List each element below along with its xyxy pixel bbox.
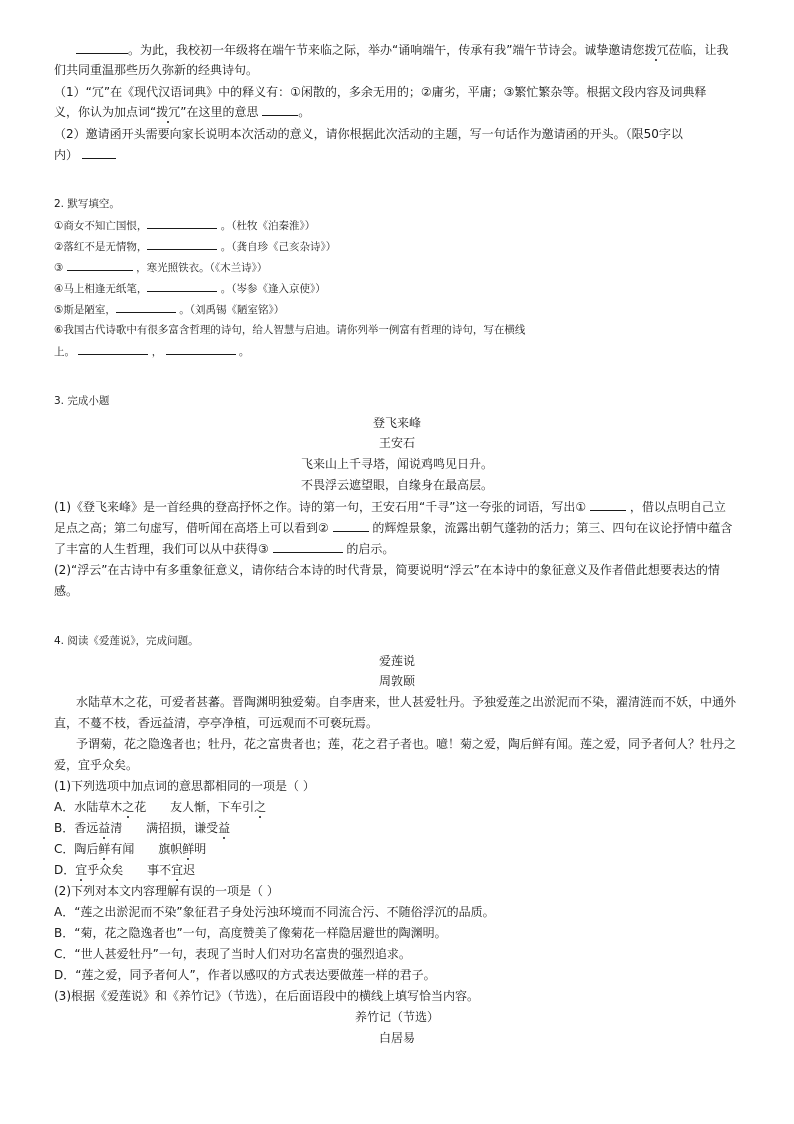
q4-sub1-option-a[interactable]: A．水陆草木之花 友人惭，下车引之	[54, 800, 267, 814]
dotted-word: 拨冗	[644, 43, 669, 57]
q2-item-4: ④马上相逢无纸笔， 。（岑参《逢入京使》）	[54, 279, 326, 298]
answer-blank[interactable]	[262, 103, 298, 116]
q1-sub1-line-1: （1）“冗”在《现代汉语词典》中的释义有：①闲散的，多余无用的；②庸劣，平庸；③繁忙繁杂等。根据文段内容及词典释	[54, 85, 707, 99]
sub-essay-author: 白居易	[378, 1031, 415, 1045]
q1-sub2-line-1: （2）邀请函开头需要向家长说明本次活动的意义，请你根据此次活动的主题，写一句话作为邀请函的开头。（限50字以	[54, 127, 683, 141]
q4-sub1-option-c[interactable]: C．陶后鲜有闻 旗帜鲜明	[54, 842, 207, 856]
q2-item-1: ①商女不知亡国恨， 。（杜牧《泊秦淮》）	[54, 216, 315, 235]
q4-sub2-option-c[interactable]: C．“世人甚爱牡丹”一句，表现了当时人们对功名富贵的强烈追求。	[54, 947, 411, 961]
essay-para-2-line-1: 予谓菊，花之隐逸者也；牡丹，花之富贵者也；莲，花之君子者也。噫！菊之爱，陶后鲜有闻。莲之爱，同予者何人？牡丹之	[76, 737, 737, 751]
answer-blank[interactable]	[333, 519, 369, 532]
dotted-word: 之	[254, 800, 267, 814]
q4-sub2-option-a[interactable]: A．“莲之出淤泥而不染”象征君子身处污浊环境而不同流合污、不随俗浮沉的品质。	[54, 905, 495, 919]
q3-p1-line-2: 足点之高；第二句虚写，借听闻在高塔上可以看到② 的辉煌景象，流露出朝气蓬勃的活力；第三、四句在议论抒情中蕴含	[54, 521, 733, 535]
q2-item-6: ⑥我国古代诗歌中有很多富含哲理的诗句，给人智慧与启迪。请你列举一例富有哲理的诗句，写在横线	[54, 324, 526, 336]
answer-blank[interactable]	[116, 300, 176, 313]
q4-sub2-option-d[interactable]: D．“莲之爱，同予者何人”，作者以感叹的方式表达要做莲一样的君子。	[54, 968, 436, 982]
q4-title: 4. 阅读《爱莲说》，完成问题。	[54, 635, 199, 647]
intro-line-1: 。为此，我校初一年级将在端午节来临之际，举办“诵响端午，传承有我”端午节诗会。诚挚邀请您拨冗莅临，让我	[76, 41, 728, 59]
answer-blank[interactable]	[147, 216, 217, 229]
q1-sub1-line-2: 义，你认为加点词“拨冗”在这里的意思 。	[54, 105, 311, 119]
answer-blank[interactable]	[76, 41, 128, 54]
dotted-word: 益	[218, 821, 231, 835]
dotted-word: 之	[122, 800, 135, 814]
answer-blank[interactable]	[67, 258, 133, 271]
q2-item-5: ⑤斯是陋室， 。（刘禹锡《陋室铭》）	[54, 300, 284, 319]
q3-title: 3. 完成小题	[54, 395, 110, 407]
dotted-word: 鲜	[98, 842, 111, 856]
q3-p1-line-1: (1)《登飞来峰》是一首经典的登高抒怀之作。诗的第一句，王安石用“千寻”这一夸张的词语，写出① ，借以点明自己立	[54, 500, 726, 514]
dotted-word: 鲜	[182, 842, 195, 856]
answer-blank[interactable]	[147, 237, 217, 250]
q4-sub1-stem: (1)下列选项中加点词的意思都相同的一项是（ ）	[54, 779, 315, 793]
q1-sub2-line-2: 内）	[54, 146, 116, 164]
intro-line-2: 们共同重温那些历久弥新的经典诗句。	[54, 63, 259, 77]
dotted-word: 宜	[171, 863, 184, 877]
q4-sub2-stem: (2)下列对本文内容理解有误的一项是（ ）	[54, 884, 279, 898]
dotted-word: 拨冗	[156, 105, 181, 119]
q2-item-2: ②落红不是无情物， 。（龚自珍《己亥杂诗》）	[54, 237, 336, 256]
poem-verse-1: 飞来山上千寻塔，闻说鸡鸣见日升。	[300, 457, 493, 471]
q2-item-3: ③ ，寒光照铁衣。（《木兰诗》）	[54, 258, 267, 277]
q4-sub2-option-b[interactable]: B．“菊，花之隐逸者也”一句，高度赞美了像菊花一样隐居避世的陶渊明。	[54, 926, 447, 940]
poem-title: 登飞来峰	[372, 416, 421, 430]
q2-item-6-answer: 上。 ， 。	[54, 342, 249, 361]
essay-para-1-line-2: 直，不蔓不枝，香远益清，亭亭净植，可远观而不可亵玩焉。	[54, 716, 379, 730]
answer-blank[interactable]	[147, 279, 217, 292]
answer-blank[interactable]	[590, 498, 626, 511]
essay-para-2-line-2: 爱，宜乎众矣。	[54, 758, 139, 772]
answer-blank[interactable]	[273, 540, 343, 553]
answer-blank[interactable]	[82, 146, 116, 159]
q4-sub1-option-d[interactable]: D．宜乎众矣 事不宜迟	[54, 863, 196, 877]
q2-title: 2. 默写填空。	[54, 198, 120, 210]
answer-blank[interactable]	[78, 342, 148, 355]
answer-blank[interactable]	[166, 342, 236, 355]
poem-verse-2: 不畏浮云遮望眼，自缘身在最高层。	[300, 478, 493, 492]
essay-author: 周敦颐	[378, 674, 415, 688]
q4-sub3-stem: (3)根据《爱莲说》和《养竹记》（节选），在后面语段中的横线上填写恰当内容。	[54, 989, 480, 1003]
sub-essay-title: 养竹记（节选）	[354, 1010, 439, 1024]
essay-para-1-line-1: 水陆草木之花，可爱者甚蕃。晋陶渊明独爱菊。自李唐来，世人甚爱牡丹。予独爱莲之出淤泥而不染，濯清涟而不妖，中通外	[76, 695, 737, 709]
poem-author: 王安石	[378, 436, 415, 450]
dotted-word: 益	[98, 821, 111, 835]
q3-p1-line-3: 了丰富的人生哲理，我们可以从中获得③ 的启示。	[54, 542, 395, 556]
q3-p2-line-1: (2)“浮云”在古诗中有多重象征意义，请你结合本诗的时代背景，简要说明“浮云”在本诗中的象征意义及作者借此想要表达的情	[54, 563, 720, 577]
dotted-word: 宜	[75, 863, 88, 877]
q3-p2-line-2: 感。	[54, 584, 79, 598]
essay-title: 爱莲说	[378, 654, 415, 668]
q4-sub1-option-b[interactable]: B．香远益清 满招损，谦受益	[54, 821, 231, 835]
